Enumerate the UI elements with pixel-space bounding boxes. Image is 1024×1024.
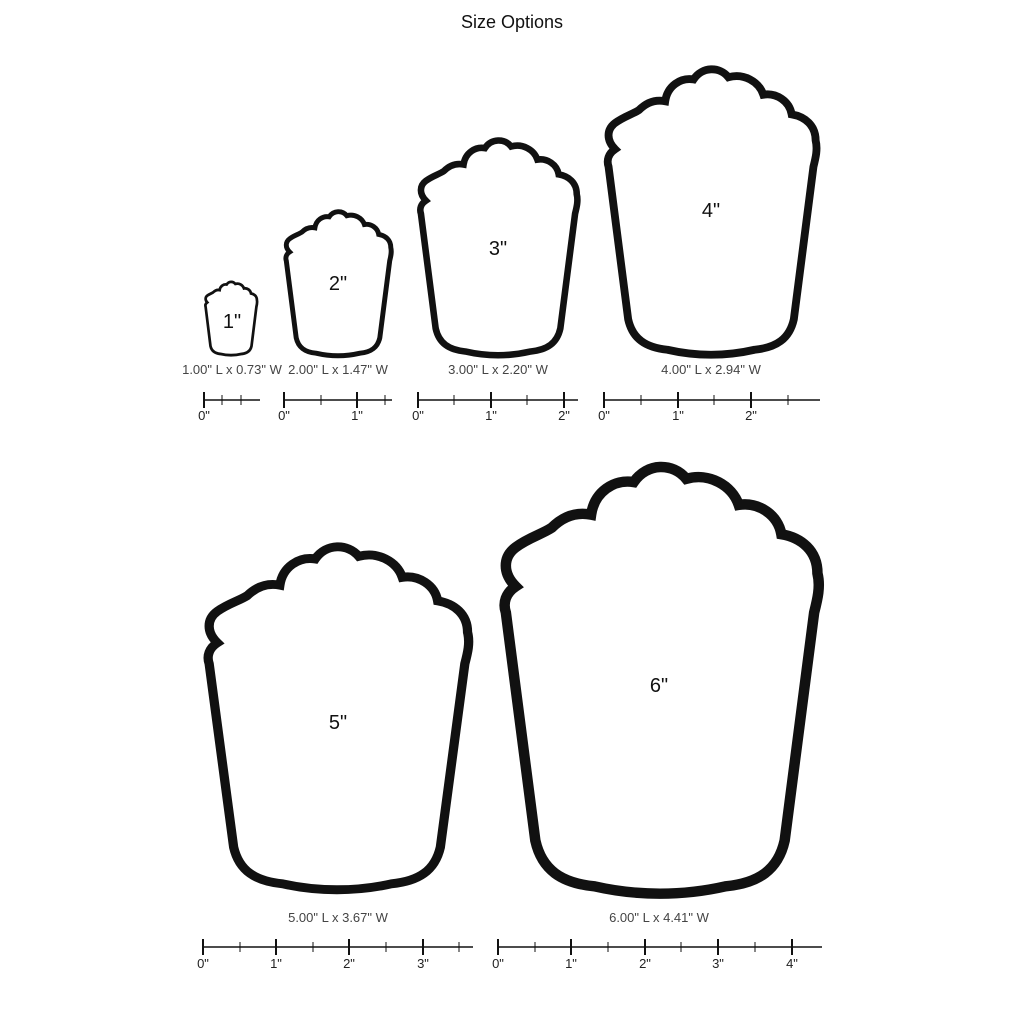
- ruler-tick-label: 3": [417, 956, 429, 971]
- dimensions-label: 5.00" L x 3.67" W: [288, 910, 388, 925]
- ruler-tick-label: 1": [485, 408, 497, 423]
- ruler-tick-label: 1": [270, 956, 282, 971]
- dimensions-label: 4.00" L x 2.94" W: [661, 362, 761, 377]
- ruler: [278, 392, 392, 423]
- ruler-tick-label: 0": [278, 408, 290, 423]
- cutter-1in: [182, 282, 283, 423]
- ruler-tick-label: 0": [197, 956, 209, 971]
- dimensions-label: 2.00" L x 1.47" W: [288, 362, 388, 377]
- dimensions-label: 3.00" L x 2.20" W: [448, 362, 548, 377]
- dimensions-label: 6.00" L x 4.41" W: [609, 910, 709, 925]
- ruler: [598, 392, 820, 423]
- size-label: 2": [328, 273, 348, 295]
- ruler: [412, 392, 578, 423]
- ruler-tick-label: 3": [712, 956, 724, 971]
- ruler-tick-label: 0": [412, 408, 424, 423]
- ruler-tick-label: 2": [558, 408, 570, 423]
- ruler-tick-label: 0": [598, 408, 610, 423]
- size-label: 1": [222, 311, 242, 333]
- ruler-tick-label: 2": [343, 956, 355, 971]
- ruler-tick-label: 1": [351, 408, 363, 423]
- cutter-4in: [598, 69, 820, 423]
- ruler: [492, 939, 822, 971]
- cutter-5in: [197, 547, 473, 971]
- cutter-6in: [492, 467, 822, 971]
- ruler-tick-label: 0": [492, 956, 504, 971]
- ruler-tick-label: 4": [786, 956, 798, 971]
- size-label: 3": [488, 238, 508, 260]
- ruler-tick-label: 0": [198, 408, 210, 423]
- page-title: Size Options: [460, 12, 564, 32]
- size-label: 6": [649, 675, 669, 697]
- size-label: 4": [701, 200, 721, 222]
- ruler: [197, 939, 473, 971]
- ruler-tick-label: 1": [565, 956, 577, 971]
- cutter-2in: [278, 212, 392, 423]
- dimensions-label: 1.00" L x 0.73" W: [182, 362, 282, 377]
- size-label: 5": [328, 712, 348, 734]
- ruler-tick-label: 1": [672, 408, 684, 423]
- ruler-tick-label: 2": [639, 956, 651, 971]
- ruler-tick-label: 2": [745, 408, 757, 423]
- cutter-3in: [412, 141, 578, 423]
- ruler: [198, 392, 260, 423]
